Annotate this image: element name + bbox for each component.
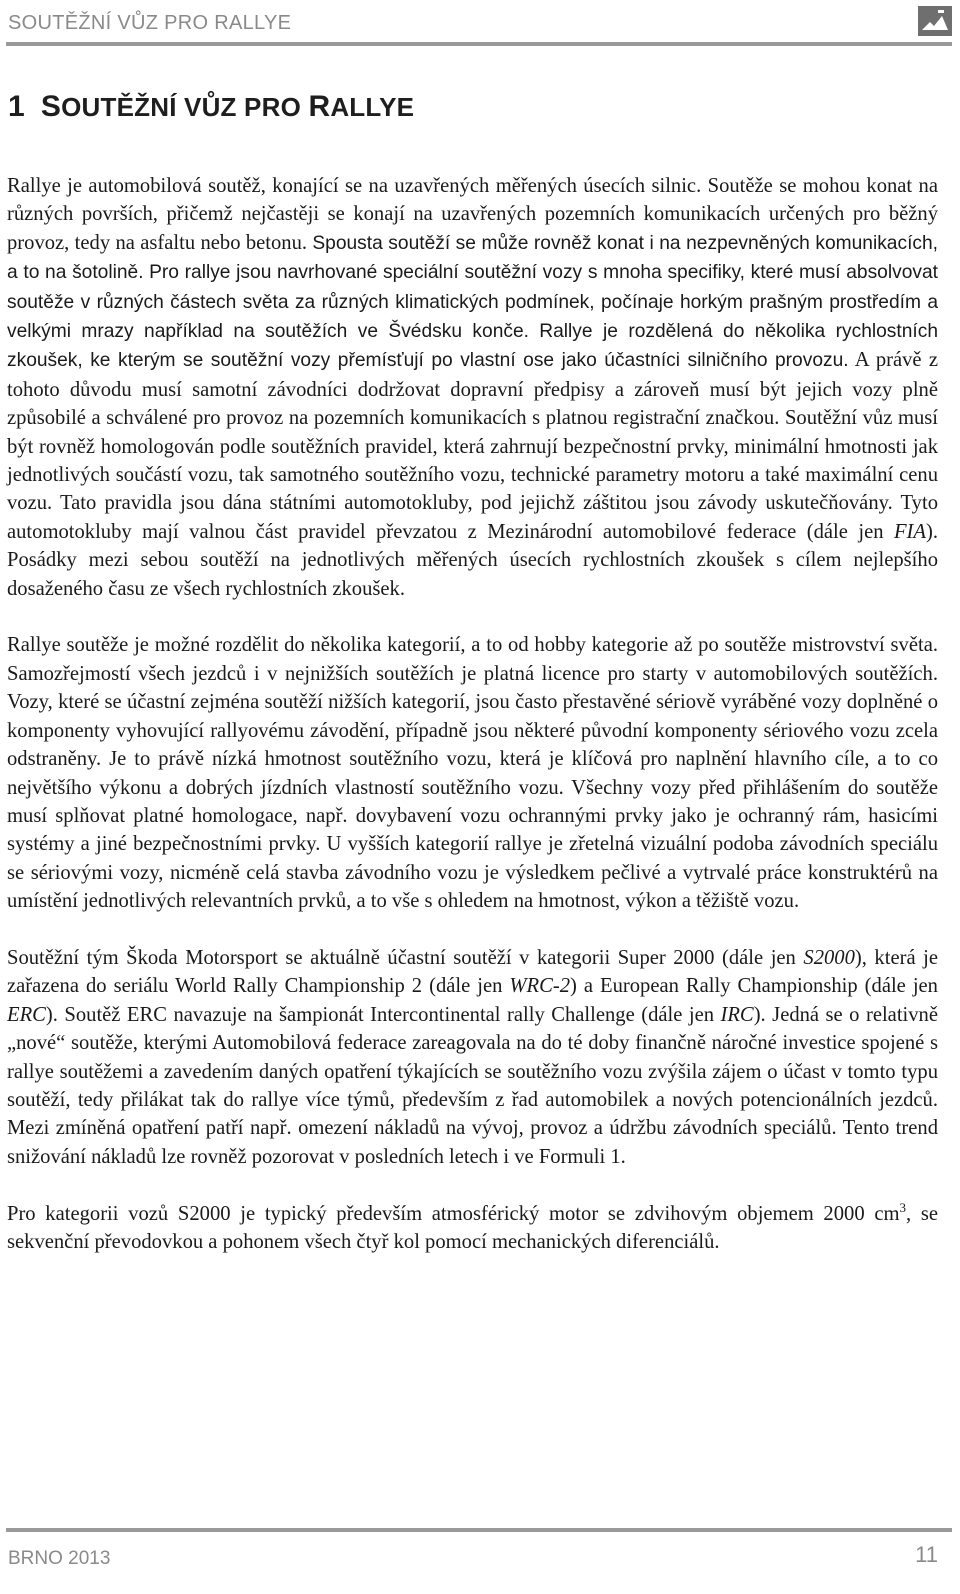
paragraph-4-part-a: Pro kategorii vozů S2000 je typický především atmosférický motor se zdvihovým objemem 2000 cm <box>7 1202 900 1225</box>
paragraph-3-part-i: ). Jedná se o relativně „nové“ soutěže, kterými Automobilová federace zareagovala na do té doby finančně náročné investice spojené s rallye soutěžemi a zavedením daných opatření týkajících se soutěžního vozu zvýšila zájem o účast v tomto typu soutěží, tedy přilákat tak do rallye více týmů, především z řad automobilek a nových potencionálních jezdců. Mezi zmíněná opatření patří např. omezení nákladů na vývoj, provoz a údržbu závodních speciálů. Tento trend snižování nákladů lze rovněž pozorovat v posledních letech i ve Formuli 1. <box>7 1003 938 1168</box>
paragraph-1-part-b: Spousta soutěží se může rovněž konat i na nezpevněných komunikacích, a to na šotolině. <box>7 232 939 284</box>
paragraph-4-superscript: 3 <box>899 1199 906 1215</box>
page-number: 11 <box>915 1542 938 1567</box>
chapter-title-initial: S <box>40 90 62 123</box>
paragraph-1-part-a: Rallye je automobilová soutěž, konající se na uzavřených měřených úsecích silnic. Soutěže se mohou konat na různých površích, přičemž nejčastěji se konají na uzavřených pozemních komunikacích určených pro běžný provoz, tedy na asfaltu nebo betonu. <box>7 175 938 254</box>
paragraph-3-abbrev-wrc2: WRC-2 <box>509 975 571 998</box>
paragraph-1-part-e: A právě z tohoto důvodu musí samotní závodníci dodržovat dopravní předpisy a zároveň musí být jejich vozy plně způsobilé a schválené pro provoz na pozemních komunikacích s platnou registrační značkou. Soutěžní vůz musí být rovněž homologován podle soutěžních pravidel, která zahrnují bezpečnostní prvky, minimální hmotnosti jak jednotlivých součástí vozu, tak samotného soutěžního vozu, technické parametry motoru a také maximální cenu vozu. Tato pravidla jsou dána státními automotokluby, pod jejichž záštitou jsou závody uskutečňovány. Tyto automotokluby mají valnou část pravidel převzatou z Mezinárodní automobilové federace (dále jen <box>7 349 939 543</box>
chapter-number: 1 <box>8 90 25 123</box>
paragraph-2: Rallye soutěže je možné rozdělit do několika kategorií, a to od hobby kategorie až po soutěže mistrovství světa. Samozřejmostí všech jezdců i v nejnižších soutěžích je platná licence pro starty v automobilových soutěžích. Vozy, které se účastní zejména soutěží nižších kategorií, jsou často přestavěné sériově vyráběné vozy doplněné o komponenty vyhovující rallyovému závodění, případně jsou některé původní komponenty sériového vozu zcela odstraněny. Je to právě nízká hmotnost soutěžního vozu, která je klíčová pro naplnění hlavního cíle, a to co největšího výkonu a dobrých jízdních vlastností soutěžního vozu. Všechny vozy před přihlášením do soutěže musí splňovat platné homologace, např. dovybavení vozu ochrannými prvky jako je ochranný rám, hasicími systémy a jiné bezpečnostními prvky. U vyšších kategorií rallye je zřetelná vizuální podoba závodních speciálu se sériovými vozy, nicméně celá stavba závodního vozu je výsledkem pečlivé a vytrvalé práce konstruktérů na umístění jednotlivých relevantních prvků, a to vše s ohledem na hmotnost, výkon a těžiště vozu. <box>7 634 938 913</box>
paragraph-3-part-c: ), která je zařazena do seriálu World Rally Championship 2 (dále jen <box>7 946 938 998</box>
publisher-logo-icon <box>918 6 952 36</box>
chapter-title-rest-2: ALLYE <box>330 92 415 122</box>
paragraph-1 <box>7 172 938 603</box>
paragraph-1-abbrev-fia: FIA <box>893 520 926 543</box>
chapter-body <box>7 172 938 1256</box>
chapter-title-initial-2: R <box>308 90 331 123</box>
footer-rule <box>6 1528 952 1532</box>
paragraph-4-part-b: , se sekvenční převodovkou a pohonem všech čtyř kol pomocí mechanických diferenciálů. <box>7 1202 938 1253</box>
paragraph-1-part-c: Pro rallye jsou navrhované speciální soutěžní vozy s mnoha specifiky, které musí absolvovat soutěže v různých částech světa za různých klimatických podmínek, počínaje horkým prašným prostředím a velkými mrazy například na soutěžích ve Švédsku konče. <box>7 262 938 343</box>
paragraph-1-part-g: ). Posádky mezi sebou soutěží na jednotlivých měřených úsecích rychlostních zkoušek s cílem nejlepšího dosaženého času ze všech rychlostních zkoušek. <box>7 520 938 600</box>
paragraph-3-part-g: ). Soutěž ERC navazuje na šampionát Intercontinental rally Challenge (dále jen <box>45 1003 721 1026</box>
paragraph-3-abbrev-s2000: S2000 <box>803 946 855 969</box>
paragraph-3-part-e: ) a European Rally Championship (dále jen <box>570 975 938 998</box>
paragraph-3-abbrev-irc: IRC <box>720 1003 754 1026</box>
paragraph-3 <box>7 944 938 1171</box>
header-rule <box>6 42 952 46</box>
running-header-title: SOUTĚŽNÍ VŮZ PRO RALLYE <box>8 12 292 34</box>
footer-place-year: BRNO 2013 <box>8 1548 111 1569</box>
paragraph-4 <box>7 1200 938 1257</box>
paragraph-3-part-a: Soutěžní tým Škoda Motorsport se aktuálně účastní soutěží v kategorii Super 2000 (dále jen <box>7 946 804 969</box>
chapter-title <box>8 90 414 124</box>
paragraph-1-part-d: Rallye je rozdělená do několika rychlostních zkoušek, ke kterým se soutěžní vozy přemísťují po vlastní ose jako účastníci silničního provozu. <box>7 321 938 372</box>
chapter-title-rest: OUTĚŽNÍ VŮZ PRO <box>61 92 309 122</box>
paragraph-3-abbrev-erc: ERC <box>7 1003 46 1026</box>
